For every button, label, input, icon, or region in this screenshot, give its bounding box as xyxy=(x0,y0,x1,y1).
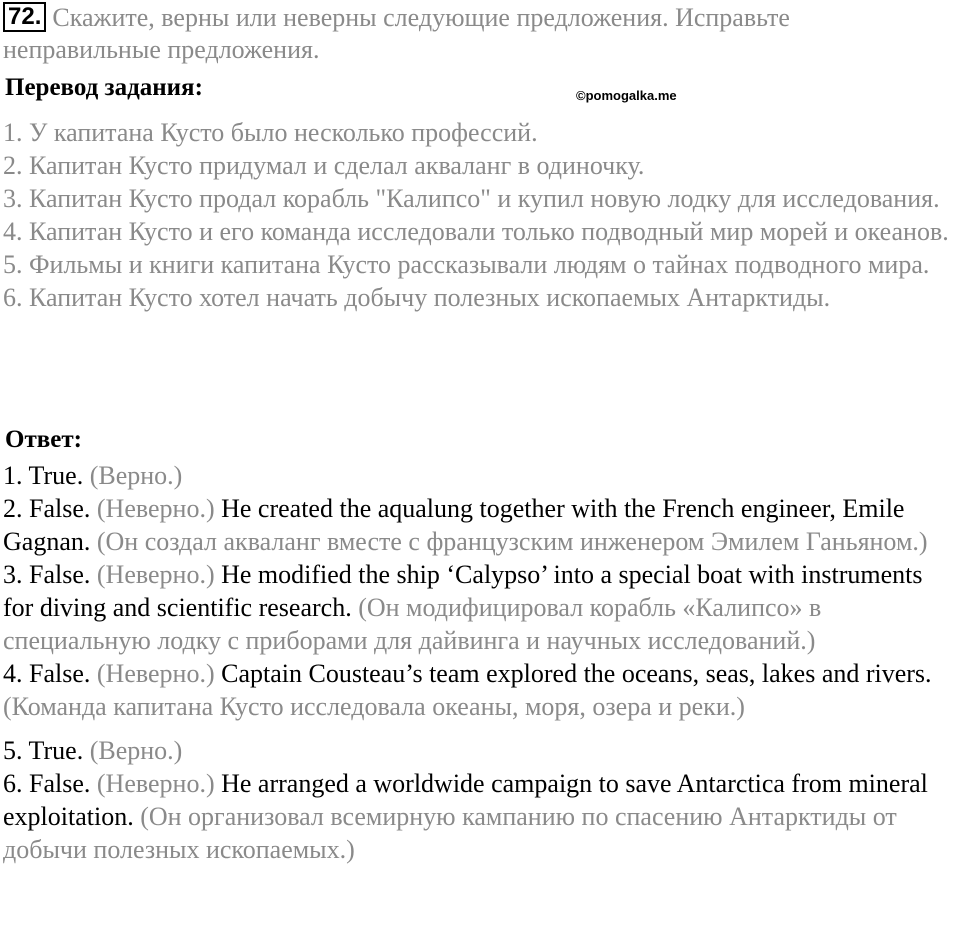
answer-item xyxy=(3,767,958,866)
translation-item: 2. Капитан Кусто придумал и сделал акваланг в одиночку. xyxy=(3,151,645,180)
answer-item xyxy=(3,558,958,657)
answer-verdict: 4. False. xyxy=(3,659,91,688)
answer-verdict-translation: (Неверно.) xyxy=(96,769,215,798)
answer-verdict: 3. False. xyxy=(3,560,91,589)
translation-item: 6. Капитан Кусто хотел начать добычу полезных ископаемых Антарктиды. xyxy=(3,283,831,312)
answer-verdict-translation: (Верно.) xyxy=(89,736,183,765)
answer-verdict-translation: (Неверно.) xyxy=(96,659,215,688)
answer-item xyxy=(3,459,958,492)
translation-item: 3. Капитан Кусто продал корабль "Калипсо" и купил новую лодку для исследования. xyxy=(3,184,940,213)
translation-list xyxy=(3,116,958,314)
answer-item xyxy=(3,734,958,767)
answer-correction: He arranged a worldwide campaign to save Antarctica from mineral exploitation. xyxy=(3,769,928,831)
answer-verdict: 2. False. xyxy=(3,494,91,523)
answer-correction: He modified the ship ‘Calypso’ into a special boat with instruments for diving and scientific research. xyxy=(3,560,923,622)
answer-verdict-translation: (Неверно.) xyxy=(96,494,215,523)
task-header xyxy=(3,2,953,66)
answer-verdict: 6. False. xyxy=(3,769,91,798)
answer-correction-translation: (Он создал акваланг вместе с французским инженером Эмилем Ганьяном.) xyxy=(96,527,928,556)
answer-correction: Captain Cousteau’s team explored the oceans, seas, lakes and rivers. xyxy=(221,659,932,688)
answer-correction-translation: (Он модифицировал корабль «Калипсо» в специальную лодку с приборами для дайвинга и научных исследований.) xyxy=(3,593,822,655)
answer-verdict-translation: (Неверно.) xyxy=(96,560,215,589)
answer-item xyxy=(3,492,958,558)
answer-correction-translation: (Команда капитана Кусто исследовала океаны, моря, озера и реки.) xyxy=(3,692,745,721)
translation-item: 5. Фильмы и книги капитана Кусто рассказывали людям о тайнах подводного мира. xyxy=(3,250,930,279)
answer-list xyxy=(3,459,958,866)
watermark: ©pomogalka.me xyxy=(576,88,677,103)
translation-item: 4. Капитан Кусто и его команда исследовали только подводный мир морей и океанов. xyxy=(3,217,949,246)
answer-title: Ответ: xyxy=(5,426,82,453)
answer-verdict: 1. True. xyxy=(3,461,84,490)
translation-item: 1. У капитана Кусто было несколько профессий. xyxy=(3,118,538,147)
answer-verdict-translation: (Верно.) xyxy=(89,461,183,490)
translation-title: Перевод задания: xyxy=(5,74,203,101)
answer-item xyxy=(3,657,958,723)
answer-correction: He created the aqualung together with the French engineer, Emile Gagnan. xyxy=(3,494,905,556)
task-number: 72. xyxy=(3,2,46,32)
task-instruction: Скажите, верны или неверны следующие предложения. Исправьте неправильные предложения. xyxy=(3,3,790,64)
answer-verdict: 5. True. xyxy=(3,736,84,765)
answer-correction-translation: (Он организовал всемирную кампанию по спасению Антарктиды от добычи полезных ископаемых.) xyxy=(3,802,897,864)
